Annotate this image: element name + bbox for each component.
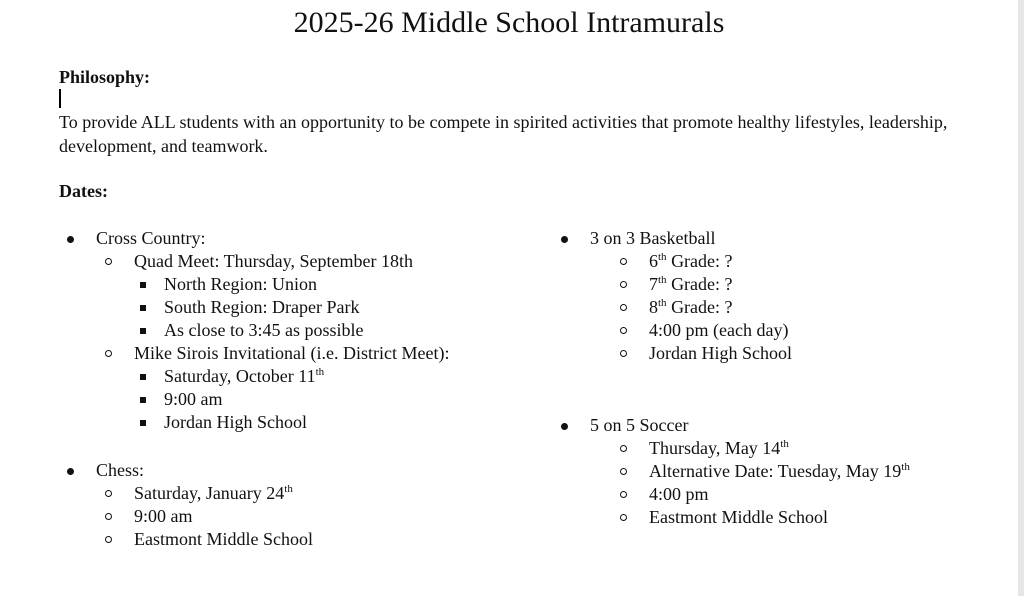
bullet-circle-icon (620, 514, 627, 521)
bullet-disc-icon (67, 468, 74, 475)
basketball-time: 4:00 pm (each day) (649, 320, 789, 340)
bullet-circle-icon (105, 258, 112, 265)
dates-heading: Dates: (59, 181, 108, 201)
bullet-circle-icon (620, 445, 627, 452)
list-item (590, 460, 910, 483)
chess-list (96, 459, 313, 551)
bullet-square-icon (140, 374, 146, 380)
ordinal-suffix: th (780, 438, 789, 450)
grade-text: Grade: ? (666, 297, 733, 317)
list-item (96, 273, 449, 296)
bullet-circle-icon (620, 258, 627, 265)
bullet-square-icon (140, 397, 146, 403)
grade-number: 6 (649, 251, 658, 271)
page-edge (1018, 0, 1024, 596)
district-time: 9:00 am (164, 389, 223, 409)
ordinal-suffix: th (658, 297, 667, 309)
cross-country-list (96, 227, 449, 434)
list-item (590, 506, 910, 529)
bullet-circle-icon (620, 304, 627, 311)
quad-meet-label: Quad Meet: Thursday, September 18th (134, 251, 413, 271)
list-item (96, 227, 449, 250)
chess-label: Chess: (96, 460, 145, 480)
text-cursor (59, 89, 61, 108)
bullet-circle-icon (620, 350, 627, 357)
chess-location: Eastmont Middle School (134, 529, 313, 549)
grade-number: 8 (649, 297, 658, 317)
list-item (96, 482, 313, 505)
bullet-square-icon (140, 328, 146, 334)
bullet-square-icon (140, 305, 146, 311)
bullet-circle-icon (620, 491, 627, 498)
list-item (590, 296, 792, 319)
basketball-list (590, 227, 792, 365)
bullet-circle-icon (105, 490, 112, 497)
quad-meet-item: As close to 3:45 as possible (164, 320, 364, 340)
list-item (590, 414, 910, 437)
chess-time: 9:00 am (134, 506, 193, 526)
ordinal-suffix: th (658, 251, 667, 263)
list-item (590, 319, 792, 342)
bullet-circle-icon (620, 327, 627, 334)
list-item (96, 528, 313, 551)
ordinal-suffix: th (284, 483, 293, 495)
list-item (96, 319, 449, 342)
district-location: Jordan High School (164, 412, 307, 432)
list-item (96, 296, 449, 319)
soccer-label: 5 on 5 Soccer (590, 415, 689, 435)
soccer-alt-date: Alternative Date: Tuesday, May 19 (649, 461, 902, 481)
ordinal-suffix: th (658, 274, 667, 286)
list-item (96, 459, 313, 482)
bullet-disc-icon (67, 236, 74, 243)
ordinal-suffix: th (901, 461, 910, 473)
list-item (590, 273, 792, 296)
list-item (96, 365, 449, 388)
chess-date: Saturday, January 24 (134, 483, 285, 503)
soccer-date: Thursday, May 14 (649, 438, 781, 458)
bullet-circle-icon (105, 513, 112, 520)
soccer-list (590, 414, 910, 529)
list-item (96, 411, 449, 434)
soccer-location: Eastmont Middle School (649, 507, 828, 527)
bullet-disc-icon (561, 236, 568, 243)
grade-text: Grade: ? (666, 251, 733, 271)
bullet-square-icon (140, 420, 146, 426)
list-item (590, 227, 792, 250)
ordinal-suffix: th (315, 366, 325, 378)
bullet-circle-icon (105, 350, 112, 357)
grade-number: 7 (649, 274, 658, 294)
soccer-time: 4:00 pm (649, 484, 709, 504)
basketball-label: 3 on 3 Basketball (590, 228, 716, 248)
bullet-circle-icon (620, 468, 627, 475)
list-item (590, 250, 792, 273)
list-item (96, 250, 449, 273)
list-item (96, 505, 313, 528)
grade-text: Grade: ? (666, 274, 733, 294)
bullet-circle-icon (105, 536, 112, 543)
philosophy-heading: Philosophy: (59, 67, 151, 87)
list-item (590, 437, 910, 460)
list-item (590, 483, 910, 506)
list-item (96, 388, 449, 411)
bullet-disc-icon (561, 423, 568, 430)
quad-meet-item: North Region: Union (164, 274, 317, 294)
list-item (590, 342, 792, 365)
basketball-location: Jordan High School (649, 343, 792, 363)
bullet-square-icon (140, 282, 146, 288)
bullet-circle-icon (620, 281, 627, 288)
district-date: Saturday, October 11 (164, 366, 316, 386)
list-item (96, 342, 449, 365)
philosophy-text: To provide ALL students with an opportunity to be compete in spirited activities that promote healthy lifestyles, leadership, development, and teamwork. (59, 112, 948, 156)
cross-country-label: Cross Country: (96, 228, 206, 248)
quad-meet-item: South Region: Draper Park (164, 297, 360, 317)
district-meet-label: Mike Sirois Invitational (i.e. District Meet): (134, 343, 450, 363)
document-title: 2025-26 Middle School Intramurals (293, 6, 725, 39)
